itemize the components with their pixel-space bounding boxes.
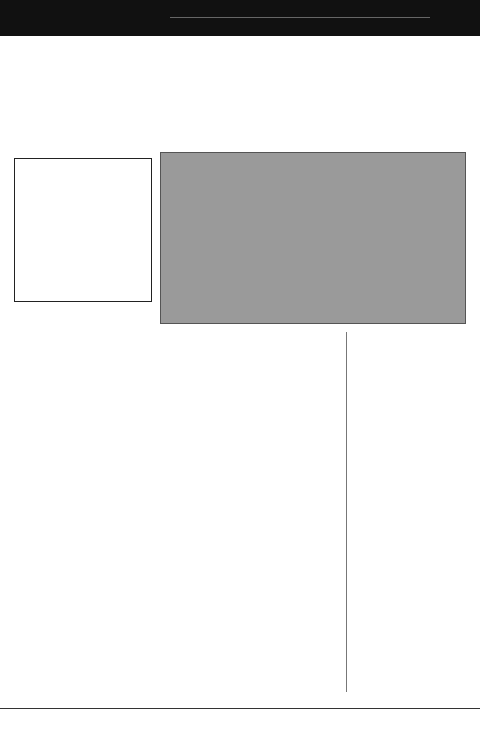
footer-text — [10, 719, 470, 733]
headline — [14, 70, 466, 124]
lead-box — [14, 158, 152, 302]
masthead-bar — [0, 0, 480, 36]
sidebar-column — [346, 332, 466, 692]
masthead-rule — [170, 17, 430, 18]
article-body — [14, 332, 338, 692]
article-column — [14, 332, 116, 692]
article-column — [125, 332, 227, 692]
group-photo — [160, 152, 466, 324]
subheadline — [14, 128, 466, 146]
article-column — [236, 332, 338, 692]
sidebar-title — [353, 332, 465, 348]
sidebar-text — [353, 354, 465, 674]
page-number — [436, 6, 470, 30]
masthead-edition — [10, 8, 160, 28]
lead-text — [21, 165, 147, 295]
photo-caption — [0, 0, 1, 1]
page-footer — [0, 708, 480, 742]
